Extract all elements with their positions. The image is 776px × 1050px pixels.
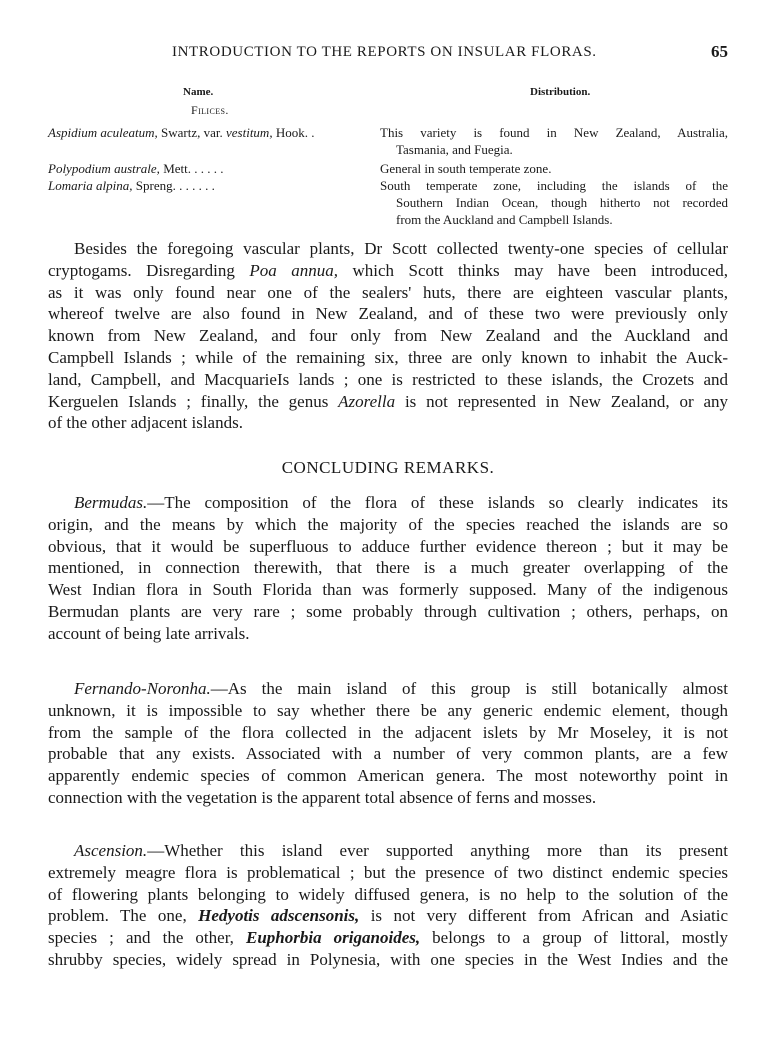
column-header-name: Name. bbox=[183, 86, 214, 98]
species-name: Lomaria alpina, Spreng. . . . . . . bbox=[48, 178, 215, 193]
species-distribution: This variety is found in New Zealand, Australia, Tasmania, and Fuegia. bbox=[380, 125, 728, 157]
paragraph-ascension: Ascension.—Whether this island ever supported anything more than its present extremely meagre flora is problematical ; but the presence of two distinct endemic species of flowering plants belonging to widely diffused genera, is no help to the solution of the problem. The one, Hedyotis adscensonis, is not very different from African and Asiatic species ; and the other, Euphorbia origanoides, belongs to a group of littoral, mostly shrubby species, widely spread in Polynesia, with one species in the West Indies and the bbox=[48, 841, 728, 969]
paragraph-cryptogams: Besides the foregoing vascular plants, Dr Scott collected twenty-one species of cellular cryptogams. Disregarding Poa annua, which Scott thinks may have been introduced, as it was only found near one of the sealers' huts, there are eighteen vascular plants, whereof twelve are also found in New Zealand, and of these two were previously only known from New Zealand, and four only from New Zealand and the Auckland and Campbell Islands ; while of the remaining six, three are only known to inhabit the Auck- land, Campbell, and MacquarieIs lands ; one is restricted to these islands, the Crozets and Kerguelen Islands ; finally, the genus Azorella is not represented in New Zealand, or any of the other adjacent islands. bbox=[48, 239, 729, 433]
table-section-filices: Filices. bbox=[191, 103, 229, 117]
species-distribution: General in south temperate zone. bbox=[380, 161, 552, 176]
page-number: 65 bbox=[711, 42, 728, 61]
species-name: Aspidium aculeatum, Swartz, var. vestitum, Hook. . bbox=[48, 125, 315, 140]
running-header bbox=[48, 44, 728, 66]
column-header-distribution: Distribution. bbox=[530, 86, 591, 98]
header-title: INTRODUCTION TO THE REPORTS ON INSULAR FLORAS. bbox=[172, 44, 597, 60]
species-name: Polypodium australe, Mett. . . . . . bbox=[48, 161, 224, 176]
species-distribution: South temperate zone, including the islands of the Southern Indian Ocean, though hitherto not recorded from the Auckland and Campbell Islands. bbox=[380, 178, 728, 227]
paragraph-bermudas: Bermudas.—The composition of the flora of these islands so clearly indicates its origin, and the means by which the majority of the species reached the islands are so obvious, that it would be superfluous to adduce further evidence thereon ; but it may be mentioned, in connection therewith, that there is a much greater overlapping of the West Indian flora in South Florida than was formerly supposed. Many of the indigenous Bermudan plants are very rare ; some probably through cultivation ; others, perhaps, on account of being late arrivals. bbox=[48, 493, 728, 643]
paragraph-fernando-noronha: Fernando-Noronha.—As the main island of this group is still botanically almost unknown, it is impossible to say whether there be any generic endemic element, though from the sample of the flora collected in the adjacent islets by Mr Moseley, it is not probable that any exists. Associated with a number of very common plants, are a few apparently endemic species of common American genera. The most noteworthy point in connection with the vegetation is the apparent total absence of ferns and mosses. bbox=[48, 679, 728, 807]
section-heading: CONCLUDING REMARKS. bbox=[281, 458, 495, 477]
